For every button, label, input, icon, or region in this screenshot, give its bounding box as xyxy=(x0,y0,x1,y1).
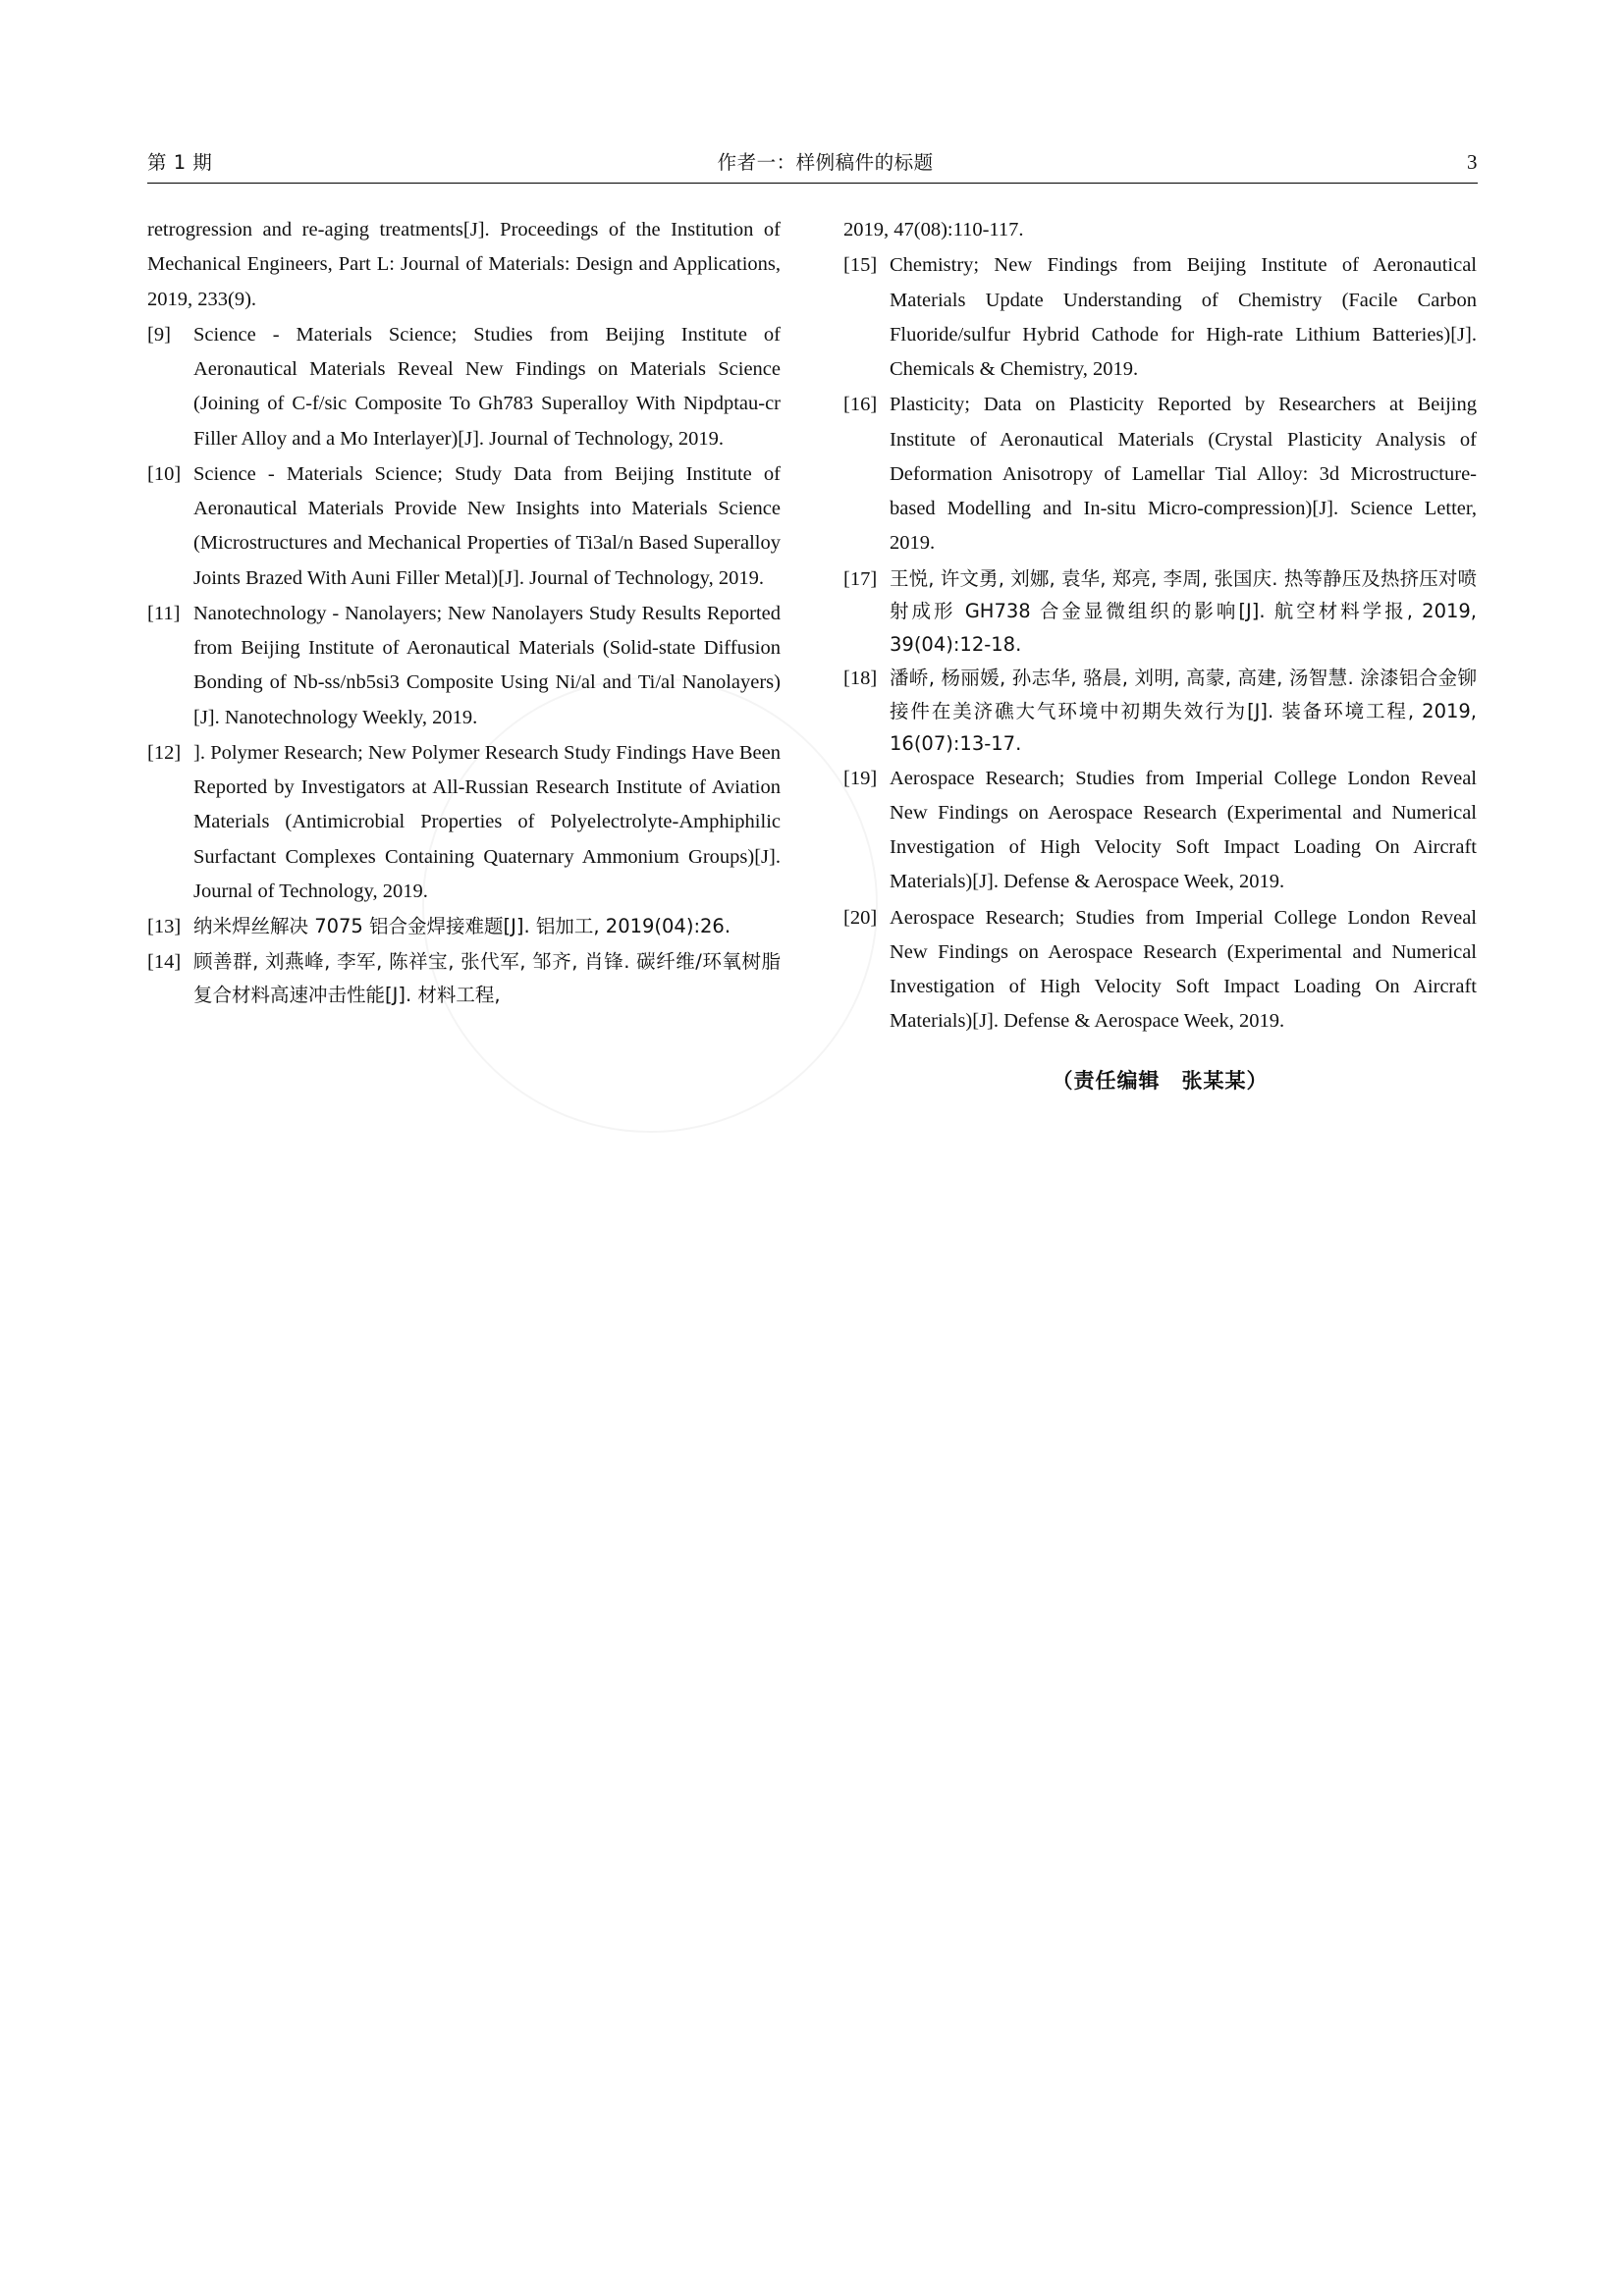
reference-number: [14] xyxy=(147,951,182,974)
reference-item xyxy=(843,213,1477,247)
reference-item xyxy=(147,736,781,909)
reference-text: Chemistry; New Findings from Beijing Institute of Aeronautical Materials Update Understanding of Chemistry (Facile Carbon Fluoride/sulfur Hybrid Cathode for High-rate Lithium Batteries)[J]. Chemicals & Chemistry, 2019. xyxy=(890,254,1477,380)
reference-item xyxy=(147,213,781,317)
reference-item xyxy=(843,762,1477,900)
reference-number: [15] xyxy=(843,254,878,277)
reference-item xyxy=(147,597,781,735)
reference-number: [10] xyxy=(147,462,182,485)
reference-item xyxy=(843,388,1477,561)
reference-number: [12] xyxy=(147,741,182,764)
reference-text: 王悦, 许文勇, 刘娜, 袁华, 郑亮, 李周, 张国庆. 热等静压及热挤压对喷射成形 GH738 合金显微组织的影响[J]. 航空材料学报, 2019, 39(04):12-18. xyxy=(890,566,1477,656)
reference-text: Science - Materials Science; Study Data from Beijing Institute of Aeronautical Materials Provide New Insights into Materials Science (Microstructures and Mechanical Properties of Ti3al/n Based Superalloy Joints Brazed With Auni Filler Metal)[J]. Journal of Technology, 2019. xyxy=(193,462,781,589)
reference-text: Nanotechnology - Nanolayers; New Nanolayers Study Results Reported from Beijing Institute of Aeronautical Materials (Solid-state Diffusion Bonding of Nb-ss/nb5si3 Composite Using Ni/al and Ti/al Nanolayers)[J]. Nanotechnology Weekly, 2019. xyxy=(193,602,781,728)
reference-number: [18] xyxy=(843,667,878,690)
reference-number: [13] xyxy=(147,916,182,937)
reference-text: 顾善群, 刘燕峰, 李军, 陈祥宝, 张代军, 邹齐, 肖锋. 碳纤维/环氧树脂复合材料高速冲击性能[J]. 材料工程, xyxy=(193,950,781,1006)
reference-item xyxy=(843,901,1477,1040)
right-column xyxy=(843,213,1477,1095)
reference-text: Aerospace Research; Studies from Imperial College London Reveal New Findings on Aerospace Research (Experimental and Numerical Investigation of High Velocity Soft Impact Loading On Aircraft Materials)[J]. Defense & Aerospace Week, 2019. xyxy=(890,906,1477,1033)
reference-text: Plasticity; Data on Plasticity Reported by Researchers at Beijing Institute of Aeronautical Materials (Crystal Plasticity Analysis of Deformation Anisotropy of Lamellar Tial Alloy: 3d Microstructure-based Modelling and In-situ Micro-compression)[J]. Science Letter, 2019. xyxy=(890,394,1477,555)
reference-text: ]. Polymer Research; New Polymer Research Study Findings Have Been Reported by Investigators at All-Russian Research Institute of Aviation Materials (Antimicrobial Properties of Polyelectrolyte-Amphiphilic Surfactant Complexes Containing Quaternary Ammonium Groups)[J]. Journal of Technology, 2019. xyxy=(193,741,781,902)
reference-number: [16] xyxy=(843,394,878,416)
reference-item xyxy=(147,318,781,456)
reference-text: retrogression and re-aging treatments[J]. Proceedings of the Institution of Mechanical Engineers, Part L: Journal of Materials: Design and Applications, 2019, 233(9). xyxy=(147,219,781,310)
reference-text: Aerospace Research; Studies from Imperial College London Reveal New Findings on Aerospace Research (Experimental and Numerical Investigation of High Velocity Soft Impact Loading On Aircraft Materials)[J]. Defense & Aerospace Week, 2019. xyxy=(890,767,1477,893)
reference-text: 潘峤, 杨丽媛, 孙志华, 骆晨, 刘明, 高蒙, 高建, 汤智慧. 涂漆铝合金铆接件在美济礁大气环境中初期失效行为[J]. 装备环境工程, 2019, 16(07):13-17. xyxy=(890,667,1477,756)
running-head-title: 作者一：样例稿件的标题 xyxy=(717,151,934,174)
two-column-body xyxy=(147,213,1478,1095)
reference-number: [11] xyxy=(147,602,181,624)
page-number: 3 xyxy=(1467,150,1478,174)
running-head xyxy=(147,147,1478,184)
reference-number: [9] xyxy=(147,323,171,346)
reference-text: 纳米焊丝解决 7075 铝合金焊接难题[J]. 铝加工, 2019(04):26. xyxy=(193,915,731,937)
reference-item xyxy=(147,945,781,1011)
page-content xyxy=(147,147,1478,1095)
reference-item xyxy=(147,457,781,596)
reference-text: Science - Materials Science; Studies from Beijing Institute of Aeronautical Materials Reveal New Findings on Materials Science (Joining of C-f/sic Composite To Gh783 Superalloy With Nipdptau-cr Filler Alloy and a Mo Interlayer)[J]. Journal of Technology, 2019. xyxy=(193,323,781,450)
reference-item xyxy=(843,662,1477,761)
reference-text: 2019, 47(08):110-117. xyxy=(843,219,1024,240)
reference-item xyxy=(843,248,1477,387)
reference-number: [20] xyxy=(843,906,878,929)
left-column xyxy=(147,213,781,1095)
reference-item xyxy=(843,562,1477,662)
responsible-editor-note: （责任编辑 张某某） xyxy=(1052,1068,1269,1093)
reference-number: [19] xyxy=(843,767,878,789)
running-head-issue: 第 1 期 xyxy=(147,151,213,174)
reference-item xyxy=(147,910,781,944)
reference-number: [17] xyxy=(843,567,878,590)
